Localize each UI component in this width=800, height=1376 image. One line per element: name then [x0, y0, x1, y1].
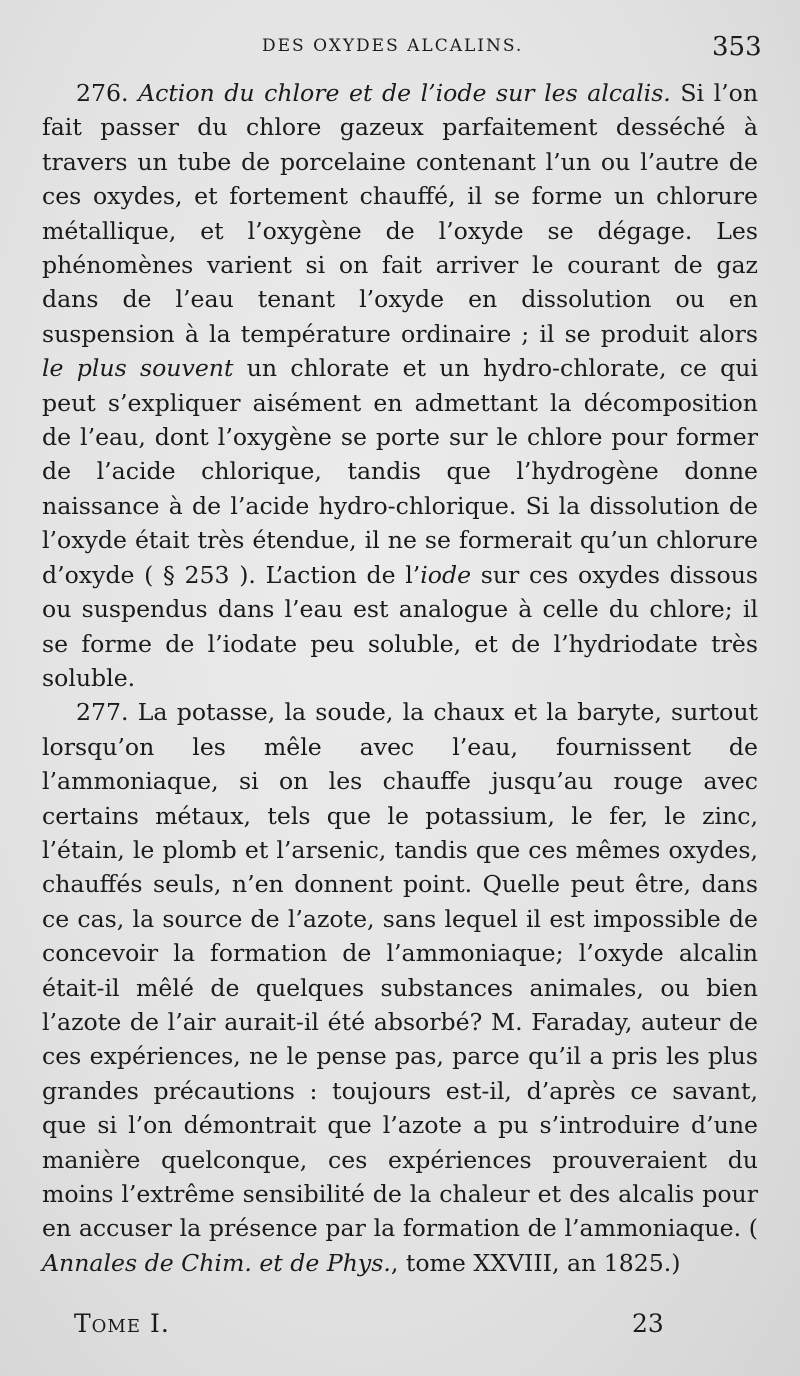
paragraph-text: Si l’on fait passer du chlore gazeux parfaitement desséché à travers un tube de porcelaine contenant l’un ou l’autre de ces oxydes, et fortement chauffé, il se forme un chlorure métallique, et l’oxygène de l’oxyde se dégage. Les phénomènes varient si on fait arriver le courant de gaz dans de l’eau tenant l’oxyde en dissolution ou en suspension à la température ordinaire ; il se produit alors — [42, 79, 759, 348]
page-number: 353 — [712, 32, 762, 62]
signature-mark: 23 — [632, 1309, 664, 1338]
paragraph-text: , tome XXVIII, an 1825.) — [390, 1248, 681, 1277]
emphasis-text: le plus souvent — [42, 354, 234, 383]
footer-tome: Tome I. — [74, 1309, 170, 1338]
citation-title: Annales de Chim. et de Phys. — [42, 1248, 391, 1277]
paragraph-number: 277. — [76, 698, 129, 727]
body-text — [42, 76, 758, 1280]
paragraph-276 — [42, 76, 758, 695]
emphasis-text: iode — [420, 560, 472, 589]
paragraph-277 — [42, 695, 758, 1280]
running-title: DES OXYDES ALCALINS. — [262, 36, 524, 56]
paragraph-number: 276. — [76, 79, 129, 107]
paragraph-text: sur ces oxydes dissous ou suspendus dans l’eau est analogue à celle du chlore; il se forme de l’iodate peu soluble, et de l’hydriodate très soluble. — [42, 560, 759, 692]
paragraph-text: La potasse, la soude, la chaux et la baryte, surtout lorsqu’on les mêle avec l’eau, fournissent de l’ammoniaque, si on les chauffe jusqu’au rouge avec certains métaux, tels que le potassium, le fer, le zinc, l’étain, le plomb et l’arsenic, tandis que ces mêmes oxydes, chauffés seuls, n’en donnent point. Quelle peut être, dans ce cas, la source de l’azote, sans lequel il est impossible de concevoir la formation de l’ammoniaque; l’oxyde alcalin était-il mêlé de quelques substances animales, ou bien l’azote de l’air aurait-il été absorbé? M. Faraday, auteur de ces expériences, ne le pense pas, parce qu’il a pris les plus grandes précautions : toujours est-il, d’après ce savant, que si l’on démontrait que l’azote a pu s’introduire d’une manière quelconque, ces expériences prouveraient du moins l’extrême sensibilité de la chaleur et des alcalis pour en accuser la présence par la formation de l’ammoniaque. ( — [42, 698, 758, 1243]
paragraph-text: un chlorate et un hydro-chlorate, ce qui peut s’expliquer aisément en admettant la décomposition de l’eau, dont l’oxygène se porte sur le chlore pour former de l’acide chlorique, tandis que l’hydrogène donne naissance à de l’acide hydro-chlorique. Si la dissolution de l’oxyde était très étendue, il ne se formerait qu’un chlorure d’oxyde ( § 253 ). L’action de l’ — [42, 354, 759, 589]
section-heading: Action du chlore et de l’iode sur les alcalis. — [138, 79, 671, 107]
